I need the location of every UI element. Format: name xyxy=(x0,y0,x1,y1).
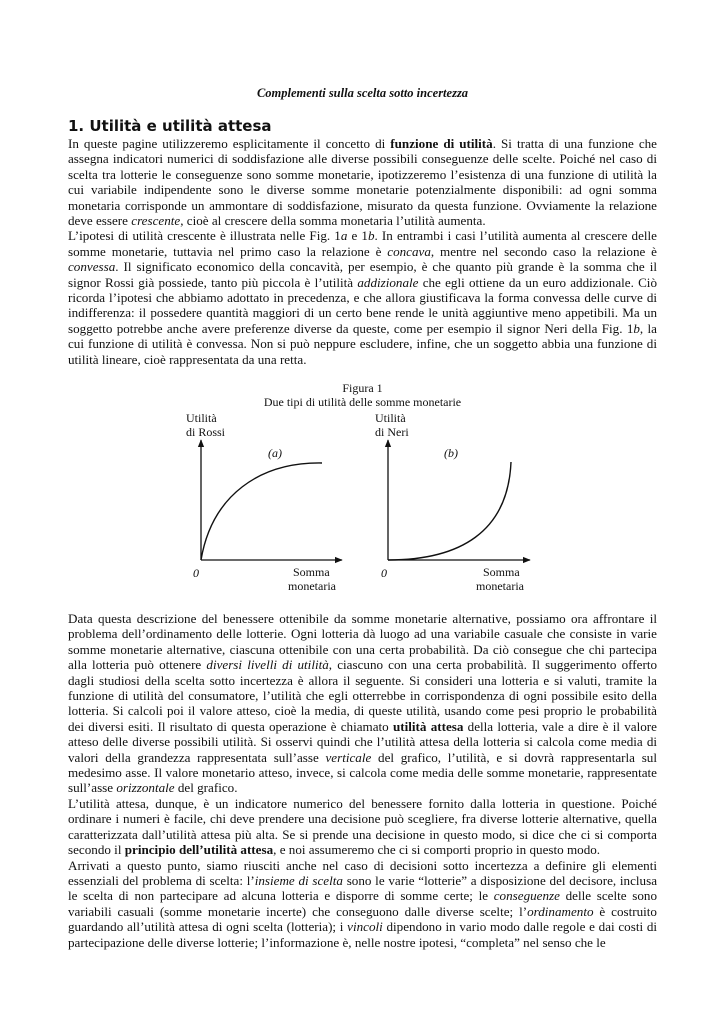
text-run: del grafico. xyxy=(174,780,238,796)
document-title: Complementi sulla scelta sotto incertezza xyxy=(256,86,469,100)
text-run: , ciascuno con una certa probabilità. Il suggerimento offerto dagli studiosi della scelta sotto incertezza è allora il seguente. Si consideri una lotteria e si valuti, tramite la funzione di utilità del consumatore, l’utilità che egli otterrebbe in corrispondenza di ogni possibile esito della lotteria. Si calcoli poi il valore atteso, cioè la media, di queste utilità, usando come pesi proprio le probabilità dei diversi esiti. Il risultato di questa operazione è chiamato xyxy=(68,657,657,734)
panel-a-label: (a) xyxy=(268,446,282,460)
bold-term: funzione di utilità xyxy=(390,136,493,151)
panel-b xyxy=(375,411,530,593)
text-run: In queste pagine utilizzeremo esplicitamente il concetto di xyxy=(68,136,391,151)
text-run: Arrivati a questo punto, siamo riusciti anche nel caso di decisioni sotto incertezza a definire gli elementi essenziali del problema di scelta: l’ xyxy=(68,857,657,888)
paragraph xyxy=(68,796,657,857)
text-run: e 1 xyxy=(347,228,368,244)
text-run: . Si tratta di una funzione che assegna indicatori numerici di soddisfazione alle diverse possibili conseguenze delle scelte. Poiché nel caso di scelta tra lotterie le conseguenze sono somme monetarie, ipotizzeremo l’esistenza di una funzione di utilità la cui variabile indipendente sono le diverse somme monetarie potenzialmente disponibili: ad ogni somma monetaria corrisponde un ammontare di soddisfazione, misurato da questa funzione. Ovviamente la relazione deve essere xyxy=(68,136,657,229)
panel-b-origin: 0 xyxy=(381,566,387,580)
text-block-intro xyxy=(68,136,657,367)
text-run: , la cui funzione di utilità è convessa. Non si può neppure escludere, infine, che un soggetto abbia una funzione di utilità lineare, cioè rappresentata da una retta. xyxy=(68,320,657,367)
text-run: . In entrambi i casi l’utilità aumenta al crescere delle somme monetarie, tuttavia nel primo caso la relazione è xyxy=(68,228,657,259)
panel-a-concave-curve xyxy=(201,463,322,560)
text-run: , mentre nel secondo caso la relazione è xyxy=(430,243,657,259)
italic-term: convessa xyxy=(68,259,116,275)
text-run: delle scelte sono variabili casuali (somme monetarie incerte) che conseguono dalle diverse scelte; l’ xyxy=(68,888,657,919)
text-block-expected-utility xyxy=(68,611,657,950)
text-run: . Il significato economico della concavità, per esempio, è che quanto più grande è la somma che il signor Rossi già possiede, tanto più piccola è l’utilità xyxy=(68,259,657,290)
panel-b-xlabel-line1: Somma xyxy=(483,565,520,579)
text-run: che egli ottiene da un euro addizionale. Ciò ricorda l’ipotesi che abbiamo adottato in precedenza, e che allora giustificava la forma convessa delle curve di indifferenza: il possedere quantità maggiori di un certo bene rende le unità aggiuntive meno appetibili. Ma un soggetto potrebbe anche avere preferenze diverse da queste, come per esempio il signor Neri della Fig. 1 xyxy=(68,274,657,336)
paragraph xyxy=(68,228,657,366)
text-run: Data questa descrizione del benessere ottenibile da somme monetarie alternative, possiamo ora affrontare il problema dell’ordinamento delle lotterie. Ogni lotteria dà luogo ad una variabile casuale che consiste in varie somme monetarie alternative, ciascuna ottenibile con una certa probabilità. Da ciò consegue che chi partecipa alla lotteria può ottenere xyxy=(68,611,657,673)
panel-a-ylabel-line1: Utilità xyxy=(186,411,217,425)
text-run: , cioè al crescere della somma monetaria l’utilità aumenta. xyxy=(180,213,486,229)
text-run: della lotteria, vale a dire è il valore atteso delle diverse possibili utilità. Si osservi quindi che l’utilità attesa della lotteria si calcola come media di valori della grandezza rappresentata sull’asse xyxy=(68,718,657,765)
italic-term: vincoli xyxy=(347,919,383,935)
italic-term: insieme di scelta xyxy=(254,872,343,888)
figure-number: Figura 1 xyxy=(342,381,383,395)
bold-term: principio dell’utilità attesa xyxy=(124,842,274,858)
italic-term: b xyxy=(367,228,375,244)
panel-b-convex-curve xyxy=(388,462,511,560)
panel-a-xlabel-line1: Somma xyxy=(293,565,330,579)
italic-term: diversi livelli di utilità xyxy=(206,657,329,673)
paragraph xyxy=(68,611,657,795)
text-run: L’ipotesi di utilità crescente è illustrata nelle Fig. 1 xyxy=(68,228,341,244)
panel-a xyxy=(186,411,342,593)
panel-a-origin: 0 xyxy=(193,566,199,580)
paragraph xyxy=(68,858,657,950)
paragraph xyxy=(68,136,657,228)
italic-term: b xyxy=(633,320,640,336)
panel-b-ylabel-line1: Utilità xyxy=(375,411,406,425)
text-run: del grafico, l’utilità, e si dovrà rappresentarla sul medesimo asse. Il valore monetario atteso, invece, si calcola come media delle somme monetarie, rappresentate sull’asse xyxy=(68,749,657,796)
italic-term: conseguenze xyxy=(493,888,560,904)
panel-a-xlabel-line2: monetaria xyxy=(288,579,336,593)
text-run: è costruito guardando all’utilità attesa di ogni scelta (lotteria); i xyxy=(68,903,657,935)
panel-b-ylabel-line2: di Neri xyxy=(375,425,409,439)
italic-term: a xyxy=(340,228,348,244)
figure-utility-curves xyxy=(170,410,550,595)
figure-subtitle: Due tipi di utilità delle somme monetarie xyxy=(263,395,462,409)
italic-term: ordinamento xyxy=(527,903,594,919)
panel-b-label: (b) xyxy=(444,446,458,460)
text-run: , e noi assumeremo che ci si comporti proprio in questo modo. xyxy=(273,842,601,858)
italic-term: concava xyxy=(387,243,431,259)
section-heading: 1. Utilità e utilità attesa xyxy=(68,117,272,135)
panel-b-xlabel-line2: monetaria xyxy=(476,579,524,593)
italic-term: verticale xyxy=(325,749,372,765)
text-run: sono le varie “lotterie” a disposizione del decisore, inclusa le scelta di non partecipare ad alcuna lotteria e disporre di somme certe; le xyxy=(68,872,657,904)
italic-term: orizzontale xyxy=(116,780,175,796)
italic-term: crescente xyxy=(131,213,181,229)
bold-term: utilità attesa xyxy=(392,718,464,734)
italic-term: addizionale xyxy=(357,274,419,290)
panel-a-ylabel-line2: di Rossi xyxy=(186,425,226,439)
text-run: L’utilità attesa, dunque, è un indicatore numerico del benessere fornito dalla lotteria in questione. Poiché ordinare i numeri è facile, chi deve prendere una decisione può scegliere, fra diverse lotterie alternative, quella caratterizzata dall’utilità attesa più alta. Se si prende una decisione in questo modo, si dice che ci si comporta secondo il xyxy=(68,795,657,858)
text-run: dipendono in vario modo dalle regole e dai costi di partecipazione delle diverse lotterie; l’informazione è, nelle nostre ipotesi, “completa” nel senso che le xyxy=(68,919,658,950)
